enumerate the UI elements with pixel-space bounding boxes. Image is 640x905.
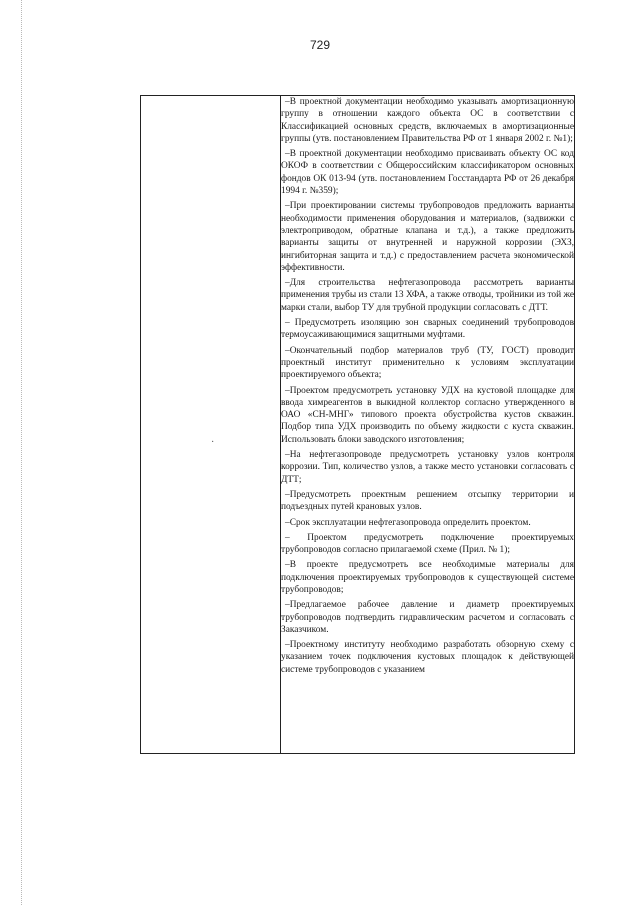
requirement-item: –В проектной документации необходимо указывать амортизационную группу в отношении каждого объекта ОС в соответствии с Классификацией основных средств, включаемых в амортизационные группы (утв. постановлением Правительства РФ от 1 января 2002 г. №1); — [281, 97, 574, 144]
table-row — [141, 96, 575, 754]
requirement-item: –В проектной документации необходимо присваивать объекту ОС код ОКОФ в соответствии с Общероссийским классификатором основных фондов ОК 013-94 (утв. постановлением Госстандарта РФ от 26 декабря 1994 г. №359); — [281, 149, 574, 197]
scan-dot: · — [211, 437, 215, 448]
requirement-item: –Предусмотреть проектным решением отсыпку территории и подъездных путей крановых узлов. — [281, 489, 574, 513]
requirements-cell — [281, 96, 575, 754]
requirement-item: –На нефтегазопроводе предусмотреть установку узлов контроля коррозии. Тип, количество узлов, а также место установки согласовать с ДТТ; — [281, 450, 574, 485]
scan-margin-line — [21, 0, 23, 905]
requirement-item: –Проектному институту необходимо разработать обзорную схему с указанием точек подключения кустовых площадок к действующей системе трубопроводов с указанием — [281, 640, 574, 675]
requirement-item: –Срок эксплуатации нефтегазопровода определить проектом. — [285, 517, 531, 528]
requirement-item: –В проекте предусмотреть все необходимые материалы для подключения проектируемых трубопроводов к существующей системе трубопроводов; — [281, 560, 574, 595]
requirement-item: –При проектировании системы трубопроводов предложить варианты необходимости применения оборудования и материалов, (задвижки с электроприводом, обратные клапана и т.д.), а также предложить варианты защиты от внутренней и наружной коррозии (ЭХЗ, ингибиторная защита и т.д.) с предоставлением расчета экономической эффективности. — [281, 201, 574, 273]
requirement-item: –Предлагаемое рабочее давление и диаметр проектируемых трубопроводов подтвердить гидравлическим расчетом и согласовать с Заказчиком. — [281, 600, 574, 635]
requirement-item: – Предусмотреть изоляцию зон сварных соединений трубопроводов термоусаживающимися защитными муфтами. — [281, 318, 574, 341]
requirement-item: –Проектом предусмотреть установку УДХ на кустовой площадке для ввода химреагентов в выкидной коллектор согласно утвержденного в ОАО «СН-МНГ» типового проекта обустройства кустов скважин. Подбор типа УДХ производить по объему жидкости с куста скважин. Использовать блоки заводского изготовления; — [281, 385, 574, 445]
requirement-item: –Окончательный подбор материалов труб (ТУ, ГОСТ) проводит проектный институт применительно к условиям эксплуатации проектируемого объекта; — [281, 345, 574, 381]
empty-left-cell — [141, 96, 281, 754]
page-number: 729 — [309, 38, 331, 52]
requirements-table — [140, 95, 575, 754]
requirement-item: –Для строительства нефтегазопровода рассмотреть варианты применения трубы из стали 13 ХФА, а также отводы, тройники из той же марки стали, выбор ТУ для трубной продукции согласовать с ДТТ. — [281, 278, 574, 313]
requirement-item: – Проектом предусмотреть подключение проектируемых трубопроводов согласно прилагаемой схеме (Прил. № 1); — [281, 532, 574, 556]
